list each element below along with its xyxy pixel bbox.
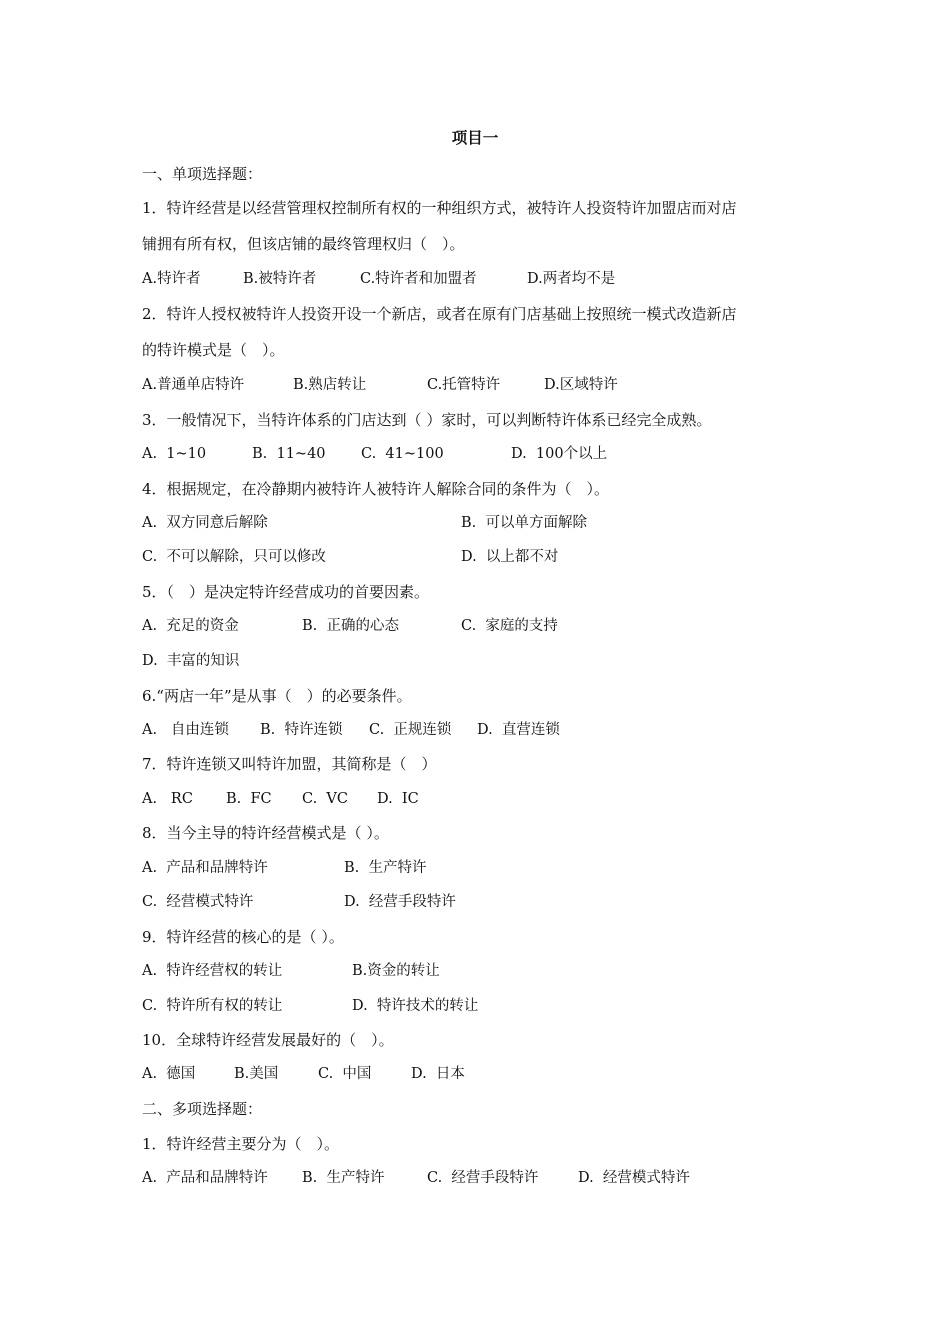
- question-8-option-a: A. 产品和品牌特许: [142, 860, 268, 876]
- question-4-line-1: 4．根据规定，在冷静期内被特许人被特许人解除合同的条件为（ ）。: [142, 480, 610, 498]
- question-4-option-a: A. 双方同意后解除: [142, 515, 268, 531]
- question-4-option-c: C. 不可以解除，只可以修改: [142, 549, 326, 565]
- page-title: 项目一: [451, 129, 499, 147]
- question-3-option-c: C. 41~100: [361, 446, 444, 462]
- question-1-option-a: A.特许者: [142, 271, 201, 287]
- question-1-option-b: B.被特许者: [243, 271, 317, 287]
- question-6-option-a: A. 自由连锁: [142, 722, 229, 738]
- question-8-option-b: B. 生产特许: [344, 860, 427, 876]
- question-2-line-2: 的特许模式是（ ）。: [142, 341, 285, 359]
- question-7-option-c: C. VC: [302, 791, 348, 807]
- question-10-option-b: B.美国: [234, 1066, 279, 1082]
- question-6-option-b: B. 特许连锁: [260, 722, 343, 738]
- question-5-option-a: A. 充足的资金: [142, 618, 239, 634]
- question-1-option-d: D.两者均不是: [527, 271, 616, 287]
- question-1-line-2: 铺拥有所有权，但该店铺的最终管理权归（ ）。: [142, 235, 465, 253]
- section-heading-multiple-choice: 二、多项选择题：: [142, 1100, 263, 1118]
- question-9-option-b: B.资金的转让: [352, 963, 440, 979]
- question-9-option-c: C. 特许所有权的转让: [142, 998, 283, 1014]
- multi-question-1-option-d: D. 经营模式特许: [578, 1170, 690, 1186]
- question-4-option-d: D. 以上都不对: [461, 549, 559, 565]
- multi-question-1-option-c: C. 经营手段特许: [427, 1170, 539, 1186]
- question-5-line-1: 5．（ ）是决定特许经营成功的首要因素。: [142, 583, 430, 601]
- question-1-option-c: C.特许者和加盟者: [360, 271, 477, 287]
- question-3-option-b: B. 11~40: [252, 446, 326, 462]
- question-10-option-d: D. 日本: [411, 1066, 465, 1082]
- question-2-option-a: A.普通单店特许: [142, 377, 245, 393]
- question-7-option-b: B. FC: [226, 791, 272, 807]
- question-6-option-d: D. 直营连锁: [477, 722, 560, 738]
- question-1-line-1: 1．特许经营是以经营管理权控制所有权的一种组织方式，被特许人投资特许加盟店而对店: [142, 199, 737, 217]
- question-3-option-d: D. 100个以上: [511, 446, 608, 462]
- question-5-option-c: C. 家庭的支持: [461, 618, 558, 634]
- question-2-option-b: B.熟店转让: [293, 377, 367, 393]
- question-7-option-d: D. IC: [377, 791, 419, 807]
- question-10-option-a: A. 德国: [142, 1066, 196, 1082]
- question-3-line-1: 3．一般情况下，当特许体系的门店达到（ ）家时，可以判断特许体系已经完全成熟。: [142, 411, 712, 429]
- question-3-option-a: A. 1~10: [142, 446, 207, 462]
- question-9-option-a: A. 特许经营权的转让: [142, 963, 283, 979]
- question-5-option-b: B. 正确的心态: [302, 618, 399, 634]
- question-9-option-d: D. 特许技术的转让: [352, 998, 479, 1014]
- question-7-line-1: 7．特许连锁又叫特许加盟，其简称是（ ）: [142, 755, 437, 773]
- question-8-line-1: 8．当今主导的特许经营模式是（ ）。: [142, 824, 389, 842]
- question-10-option-c: C. 中国: [318, 1066, 372, 1082]
- question-7-option-a: A. RC: [142, 791, 193, 807]
- question-4-option-b: B. 可以单方面解除: [461, 515, 587, 531]
- question-6-option-c: C. 正规连锁: [369, 722, 452, 738]
- question-5-option-d: D. 丰富的知识: [142, 653, 240, 669]
- question-2-option-d: D.区域特许: [544, 377, 618, 393]
- section-heading-single-choice: 一、单项选择题：: [142, 165, 263, 183]
- question-8-option-c: C. 经营模式特许: [142, 894, 254, 910]
- multi-question-1-option-b: B. 生产特许: [302, 1170, 385, 1186]
- question-10-line-1: 10．全球特许经营发展最好的（ ）。: [142, 1031, 394, 1049]
- question-9-line-1: 9．特许经营的核心的是（ ）。: [142, 928, 344, 946]
- question-2-option-c: C.托管特许: [427, 377, 501, 393]
- question-2-line-1: 2．特许人授权被特许人投资开设一个新店，或者在原有门店基础上按照统一模式改造新店: [142, 305, 737, 323]
- multi-question-1-line-1: 1．特许经营主要分为（ ）。: [142, 1135, 340, 1153]
- question-6-line-1: 6.“两店一年”是从事（ ）的必要条件。: [142, 687, 412, 705]
- question-8-option-d: D. 经营手段特许: [344, 894, 456, 910]
- multi-question-1-option-a: A. 产品和品牌特许: [142, 1170, 268, 1186]
